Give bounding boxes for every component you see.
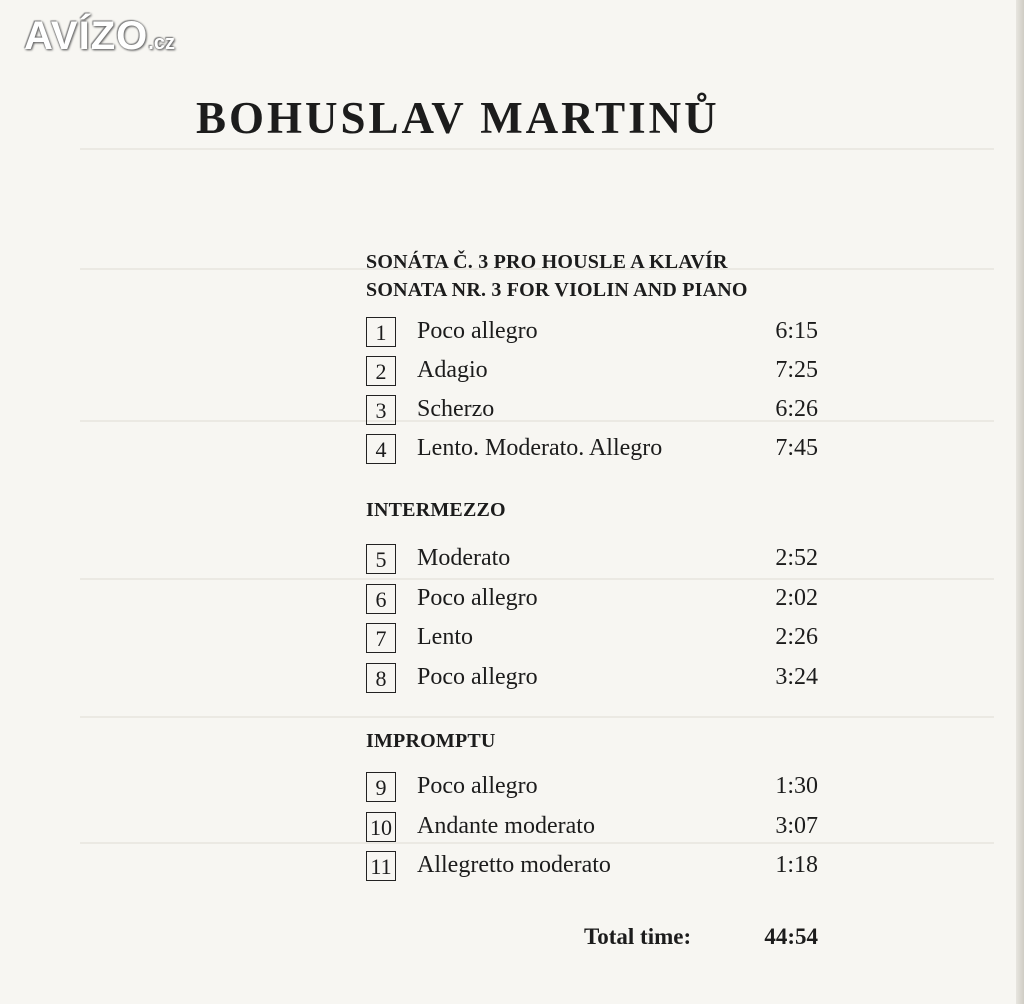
track-title: Poco allegro bbox=[417, 773, 538, 799]
track-row bbox=[366, 544, 818, 576]
track-duration: 7:45 bbox=[775, 435, 818, 461]
track-row bbox=[366, 623, 818, 655]
track-title: Moderato bbox=[417, 545, 511, 571]
total-time-label: Total time: bbox=[584, 924, 692, 949]
track-number-box: 3 bbox=[366, 395, 396, 425]
composer-title: BOHUSLAV MARTINŮ bbox=[196, 93, 720, 143]
track-row bbox=[366, 663, 818, 695]
section-heading-czech: SONÁTA Č. 3 PRO HOUSLE A KLAVÍR bbox=[366, 251, 728, 273]
watermark-brand: AVÍZO bbox=[24, 14, 149, 58]
track-duration: 1:30 bbox=[775, 773, 818, 799]
track-number-box: 5 bbox=[366, 544, 396, 574]
track-duration: 2:02 bbox=[775, 585, 818, 611]
track-row bbox=[366, 584, 818, 616]
track-number-box: 1 bbox=[366, 317, 396, 347]
track-row bbox=[366, 395, 818, 427]
track-title: Lento. Moderato. Allegro bbox=[417, 435, 663, 461]
track-number-box: 8 bbox=[366, 663, 396, 693]
track-number-box: 7 bbox=[366, 623, 396, 653]
track-row bbox=[366, 851, 818, 883]
track-number-box: 4 bbox=[366, 434, 396, 464]
track-title: Poco allegro bbox=[417, 664, 538, 690]
track-title: Lento bbox=[417, 624, 473, 650]
track-title: Scherzo bbox=[417, 396, 495, 422]
track-duration: 6:15 bbox=[775, 318, 818, 344]
track-duration: 7:25 bbox=[775, 357, 818, 383]
track-title: Adagio bbox=[417, 357, 488, 383]
page-edge bbox=[1016, 0, 1024, 1004]
total-time-value: 44:54 bbox=[764, 924, 818, 949]
track-title: Allegretto moderato bbox=[417, 852, 611, 878]
section-heading-intermezzo: INTERMEZZO bbox=[366, 499, 506, 521]
track-number-box: 10 bbox=[366, 812, 396, 842]
watermark-logo bbox=[24, 14, 175, 59]
section-heading-english: SONATA NR. 3 FOR VIOLIN AND PIANO bbox=[366, 279, 748, 301]
track-title: Poco allegro bbox=[417, 585, 538, 611]
track-duration: 3:07 bbox=[775, 813, 818, 839]
track-row bbox=[366, 434, 818, 466]
section-heading-impromptu: IMPROMPTU bbox=[366, 730, 496, 752]
track-duration: 6:26 bbox=[775, 396, 818, 422]
track-duration: 1:18 bbox=[775, 852, 818, 878]
track-row bbox=[366, 812, 818, 844]
track-number-box: 9 bbox=[366, 772, 396, 802]
track-number-box: 11 bbox=[366, 851, 396, 881]
watermark-tld: .cz bbox=[148, 32, 175, 54]
track-row bbox=[366, 356, 818, 388]
track-row bbox=[366, 317, 818, 349]
track-row bbox=[366, 772, 818, 804]
track-title: Poco allegro bbox=[417, 318, 538, 344]
track-number-box: 6 bbox=[366, 584, 396, 614]
total-time-row bbox=[584, 924, 818, 950]
track-number-box: 2 bbox=[366, 356, 396, 386]
track-duration: 3:24 bbox=[775, 664, 818, 690]
track-duration: 2:26 bbox=[775, 624, 818, 650]
track-title: Andante moderato bbox=[417, 813, 595, 839]
bleed-through-line bbox=[80, 148, 994, 150]
bleed-through-line bbox=[80, 716, 994, 718]
track-duration: 2:52 bbox=[775, 545, 818, 571]
bleed-through-line bbox=[80, 578, 994, 580]
